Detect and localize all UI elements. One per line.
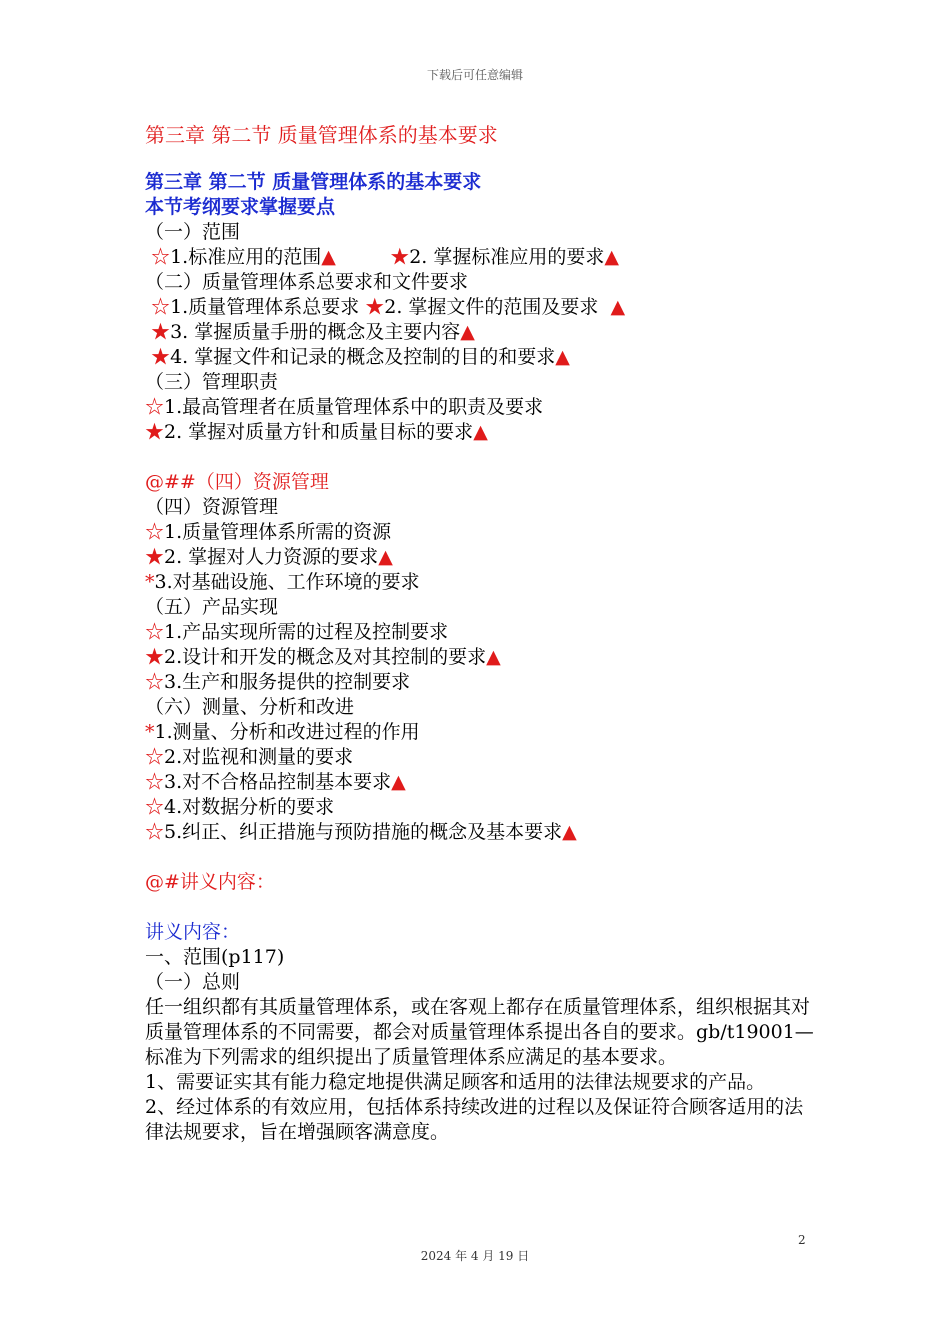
- asterisk-icon: *: [145, 721, 155, 743]
- outline-heading: （四）资源管理: [145, 496, 279, 518]
- triangle-icon: ▲: [391, 771, 406, 793]
- outline-item: ☆1.产品实现所需的过程及控制要求: [145, 621, 449, 643]
- outline-heading: （五）产品实现: [145, 596, 279, 618]
- triangle-icon: ▲: [555, 346, 570, 368]
- outline-item: ☆1.质量管理体系总要求 ★2. 掌握文件的范围及要求 ▲: [151, 296, 626, 318]
- lecture-title: 讲义内容：: [145, 921, 241, 943]
- outline-star-icon: ☆: [145, 396, 165, 418]
- triangle-icon: ▲: [562, 821, 577, 843]
- outline-star-icon: ☆: [145, 521, 165, 543]
- outline-star-icon: ☆: [151, 246, 171, 268]
- outline-star-icon: ☆: [151, 296, 171, 318]
- outline-star-icon: ☆: [145, 771, 165, 793]
- section-title: 第三章 第二节 质量管理体系的基本要求: [145, 171, 482, 193]
- doc-title: 第三章 第二节 质量管理体系的基本要求: [145, 123, 498, 147]
- document-body: [145, 120, 815, 1145]
- solid-star-icon: ★: [151, 346, 171, 368]
- lecture-subheading: （一）总则: [145, 971, 241, 993]
- outline-item: ★2. 掌握对质量方针和质量目标的要求▲: [145, 421, 488, 443]
- triangle-icon: ▲: [473, 421, 488, 443]
- section-marker: @##（四）资源管理: [145, 471, 329, 493]
- lecture-heading: 一、范围(p117): [145, 946, 285, 968]
- triangle-icon: ▲: [378, 546, 393, 568]
- outline-item: ☆1.最高管理者在质量管理体系中的职责及要求: [145, 396, 544, 418]
- page-number: 2: [798, 1233, 806, 1247]
- triangle-icon: ▲: [604, 246, 619, 268]
- triangle-icon: ▲: [486, 646, 501, 668]
- lecture-paragraph: 2、经过体系的有效应用，包括体系持续改进的过程以及保证符合顾客适用的法律法规要求，旨在增强顾客满意度。: [145, 1096, 804, 1143]
- outline-heading: （一）范围: [145, 221, 241, 243]
- outline-item: ☆3.生产和服务提供的控制要求: [145, 671, 411, 693]
- outline-item: *1.测量、分析和改进过程的作用: [145, 721, 420, 743]
- footer-date: 2024 年 4 月 19 日: [420, 1249, 530, 1263]
- outline-item: ☆5.纠正、纠正措施与预防措施的概念及基本要求▲: [145, 821, 577, 843]
- triangle-icon: ▲: [321, 246, 336, 268]
- outline-item: ★3. 掌握质量手册的概念及主要内容▲: [151, 321, 475, 343]
- outline-item: ★4. 掌握文件和记录的概念及控制的目的和要求▲: [151, 346, 570, 368]
- triangle-icon: ▲: [610, 296, 626, 318]
- triangle-icon: ▲: [460, 321, 475, 343]
- solid-star-icon: ★: [145, 546, 165, 568]
- solid-star-icon: ★: [390, 246, 410, 268]
- outline-item: ☆1.标准应用的范围▲ ★2. 掌握标准应用的要求▲: [151, 246, 619, 268]
- outline-heading: （六）测量、分析和改进: [145, 696, 355, 718]
- lecture-marker: @#讲义内容：: [145, 871, 275, 893]
- outline-item: ☆2.对监视和测量的要求: [145, 746, 354, 768]
- outline-star-icon: ☆: [145, 671, 165, 693]
- outline-star-icon: ☆: [145, 746, 165, 768]
- solid-star-icon: ★: [151, 321, 171, 343]
- outline-star-icon: ☆: [145, 821, 165, 843]
- outline-item: *3.对基础设施、工作环境的要求: [145, 571, 420, 593]
- outline-item: ☆4.对数据分析的要求: [145, 796, 335, 818]
- outline-item: ★2.设计和开发的概念及对其控制的要求▲: [145, 646, 501, 668]
- outline-star-icon: ☆: [145, 621, 165, 643]
- outline-heading: （二）质量管理体系总要求和文件要求: [145, 271, 469, 293]
- page-header: 下载后可任意编辑: [426, 68, 523, 82]
- lecture-paragraph: 任一组织都有其质量管理体系，或在客观上都存在质量管理体系，组织根据其对质量管理体系的不同需要，都会对质量管理体系提出各自的要求。gb/t19001— 标准为下列需求的组织提出了质量管理体系应满足的基本要求。: [145, 996, 814, 1068]
- asterisk-icon: *: [145, 571, 155, 593]
- lecture-paragraph: 1、需要证实其有能力稳定地提供满足顾客和适用的法律法规要求的产品。: [145, 1071, 766, 1093]
- outline-title: 本节考纲要求掌握要点: [145, 196, 336, 218]
- solid-star-icon: ★: [145, 421, 165, 443]
- outline-heading: （三）管理职责: [145, 371, 279, 393]
- outline-star-icon: ☆: [145, 796, 165, 818]
- solid-star-icon: ★: [365, 296, 385, 318]
- outline-item: ☆1.质量管理体系所需的资源: [145, 521, 392, 543]
- outline-item: ☆3.对不合格品控制基本要求▲: [145, 771, 406, 793]
- solid-star-icon: ★: [145, 646, 165, 668]
- outline-item: ★2. 掌握对人力资源的要求▲: [145, 546, 393, 568]
